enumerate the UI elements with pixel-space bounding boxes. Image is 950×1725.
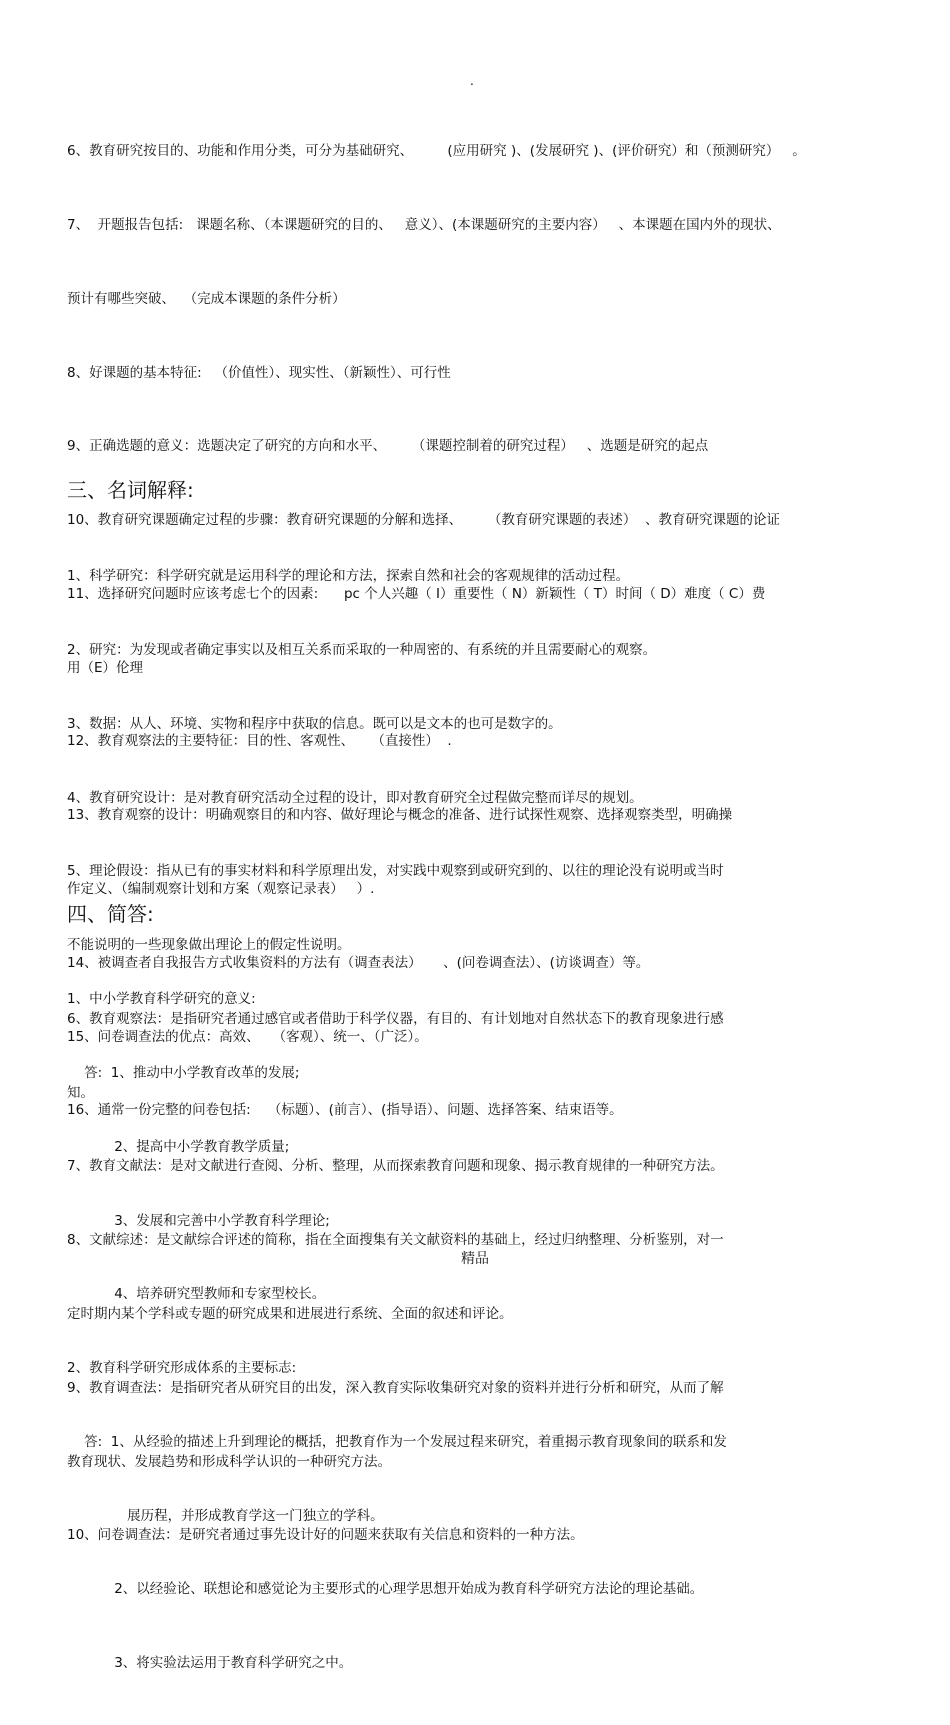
text-line: 11、选择研究问题时应该考虑七个的因素: pc 个人兴趣（ I）重要性（ N）新颖性（ T）时间（ D）难度（ C）费	[67, 585, 766, 602]
text-line: 9、正确选题的意义：选题决定了研究的方向和水平、 （课题控制着的研究过程） 、选题是研究的起点	[67, 438, 709, 455]
text-line: 9、教育调查法：是指研究者从研究目的出发，深入教育实际收集研究对象的资料并进行分析和研究，从而了解	[67, 1379, 724, 1396]
text-line: 4、教育研究设计：是对教育研究活动全过程的设计，即对教育研究全过程做完整而详尽的规划。	[67, 789, 643, 806]
text-line: 用（E）伦理	[67, 659, 144, 676]
text-line: 3、发展和完善中小学教育科学理论;	[67, 1212, 330, 1229]
text-line: 不能说明的一些现象做出理论上的假定性说明。	[67, 937, 351, 954]
text-line: 定时期内某个学科或专题的研究成果和进展进行系统、全面的叙述和评论。	[67, 1306, 513, 1322]
text-line: 7、教育文献法：是对文献进行查阅、分析、整理，从而探索教育问题和现象、揭示教育规律的一种研究方法。	[67, 1158, 724, 1175]
text-line: 6、教育研究按目的、功能和作用分类，可分为基础研究、 (应用研究 )、(发展研究 )、(评价研究）和（预测研究） 。	[67, 143, 806, 160]
text-line: 1、中小学教育科学研究的意义:	[67, 991, 256, 1008]
text-line: 2、教育科学研究形成体系的主要标志:	[67, 1360, 297, 1377]
text-line: 10、问卷调查法：是研究者通过事先设计好的问题来获取有关信息和资料的一种方法。	[67, 1527, 584, 1544]
text-line: 10、教育研究课题确定过程的步骤：教育研究课题的分解和选择、 （教育研究课题的表述） 、教育研究课题的论证	[67, 512, 781, 529]
top-mark: .	[470, 74, 474, 88]
text-line: 答: 1、从经验的描述上升到理论的概括，把教育作为一个发展过程来研究，着重揭示教育现象间的联系和发	[67, 1433, 727, 1450]
text-line: 4、培养研究型教师和专家型校长。	[67, 1286, 326, 1303]
text-line: 预计有哪些突破、 （完成本课题的条件分析）	[67, 290, 346, 307]
text-line: 教育现状、发展趋势和形成科学认识的一种研究方法。	[67, 1453, 391, 1470]
text-line: 14、被调查者自我报告方式收集资料的方法有（调查表法） 、(问卷调查法）、(访谈调查）等。	[67, 954, 650, 971]
text-line: 3、将实验法运用于教育科学研究之中。	[67, 1655, 353, 1672]
text-line: 答: 1、推动中小学教育改革的发展;	[67, 1064, 300, 1081]
text-line: 展历程，并形成教育学这一门独立的学科。	[67, 1507, 384, 1524]
section-heading-definitions: 三、名词解释:	[67, 478, 194, 502]
page-footer: 精品	[461, 1251, 489, 1267]
text-line: 12、教育观察法的主要特征：目的性、客观性、 （直接性） .	[67, 733, 452, 750]
text-line: 13、教育观察的设计：明确观察目的和内容、做好理论与概念的准备、进行试探性观察、选择观察类型，明确操	[67, 807, 733, 824]
text-line: 6、教育观察法：是指研究者通过感官或者借助于科学仪器，有目的、有计划地对自然状态下的教育现象进行感	[67, 1010, 724, 1027]
text-line: 8、文献综述：是文献综合评述的简称，指在全面搜集有关文献资料的基础上，经过归纳整理、分析鉴别，对一	[67, 1232, 724, 1249]
text-line: 3、数据：从人、环境、实物和程序中获取的信息。既可以是文本的也可是数字的。	[67, 715, 562, 732]
text-line: 7、 开题报告包括: 课题名称、（本课题研究的目的、 意义）、(本课题研究的主要内容） 、本课题在国内外的现状、	[67, 216, 781, 233]
text-line: 2、以经验论、联想论和感觉论为主要形式的心理学思想开始成为教育科学研究方法论的理论基础。	[67, 1581, 704, 1598]
text-line: 1、科学研究：科学研究就是运用科学的理论和方法，探索自然和社会的客观规律的活动过程。	[67, 568, 630, 585]
text-line: 16、通常一份完整的问卷包括: （标题）、(前言）、(指导语）、问题、选择答案、结束语等。	[67, 1102, 623, 1119]
text-line: 5、理论假设：指从已有的事实材料和科学原理出发，对实践中观察到或研究到的、以往的理论没有说明或当时	[67, 863, 724, 880]
text-line: 8、好课题的基本特征: （价值性）、现实性、（新颖性）、可行性	[67, 364, 451, 381]
section-heading-short-answers: 四、简答:	[67, 902, 154, 926]
text-line: 作定义、（编制观察计划和方案（观察记录表） ）.	[67, 881, 375, 897]
text-line: 2、提高中小学教育教学质量;	[67, 1138, 290, 1155]
short-answers-list	[67, 938, 897, 1725]
text-line: 15、问卷调查法的优点：高效、 （客观）、统一、（广泛）。	[67, 1028, 428, 1045]
text-line: 2、研究：为发现或者确定事实以及相互关系而采取的一种周密的、有系统的并且需要耐心的观察。	[67, 641, 657, 658]
text-line: 知。	[67, 1084, 94, 1101]
